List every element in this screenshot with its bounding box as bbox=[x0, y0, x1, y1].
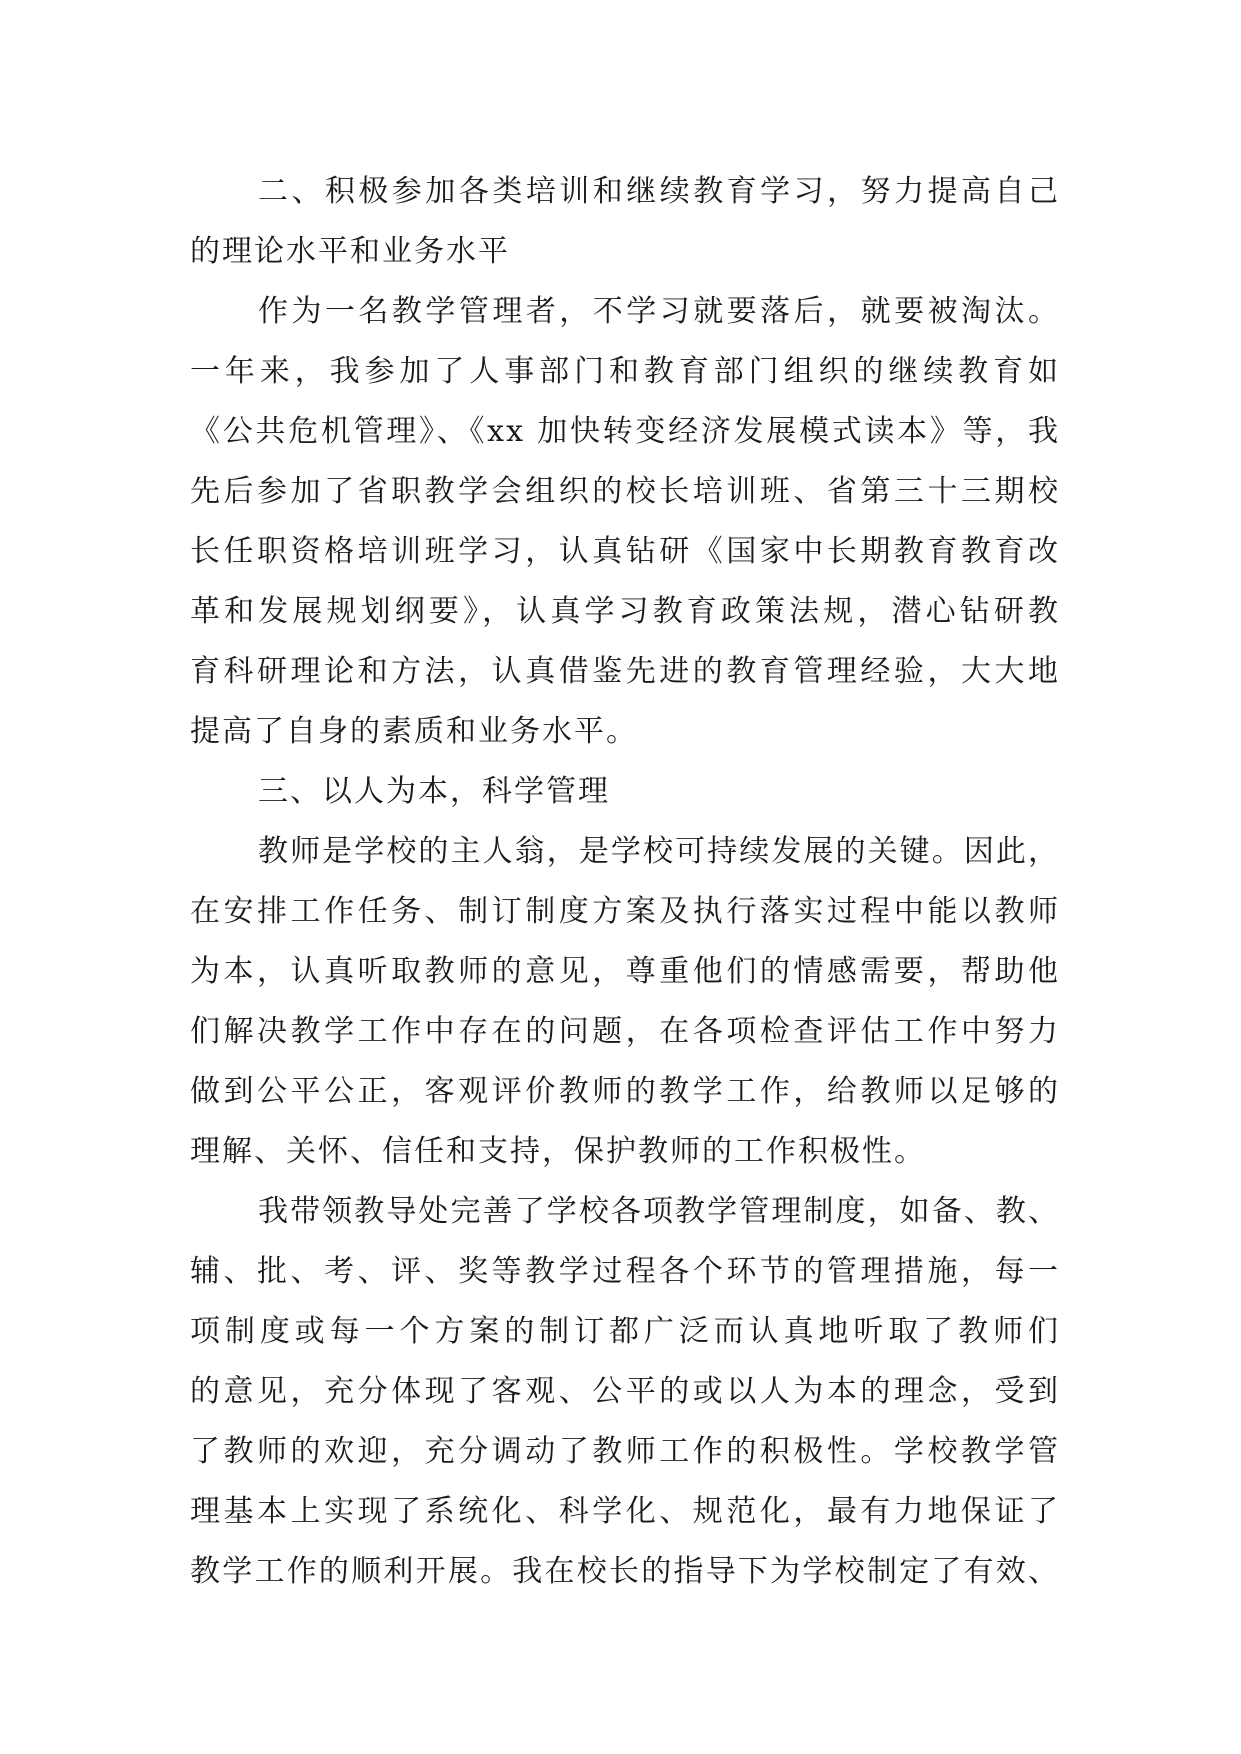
paragraph-line: 《公共危机管理》、《xx 加快转变经济发展模式读本》等，我 bbox=[190, 414, 1060, 449]
section-heading-2-line-2: 的理论水平和业务水平 bbox=[190, 234, 510, 269]
paragraph-line: 长任职资格培训班学习，认真钻研《国家中长期教育教育改 bbox=[190, 534, 1060, 569]
paragraph-line: 教师是学校的主人翁，是学校可持续发展的关键。因此， bbox=[258, 834, 1060, 869]
section-heading-3: 三、以人为本，科学管理 bbox=[258, 774, 610, 809]
paragraph-line: 理解、关怀、信任和支持，保护教师的工作积极性。 bbox=[190, 1134, 926, 1169]
paragraph-line: 为本，认真听取教师的意见，尊重他们的情感需要，帮助他 bbox=[190, 954, 1060, 989]
paragraph-line: 项制度或每一个方案的制订都广泛而认真地听取了教师们 bbox=[190, 1314, 1060, 1349]
paragraph-line: 理基本上实现了系统化、科学化、规范化，最有力地保证了 bbox=[190, 1494, 1060, 1529]
paragraph-line: 育科研理论和方法，认真借鉴先进的教育管理经验，大大地 bbox=[190, 654, 1060, 689]
paragraph-line: 我带领教导处完善了学校各项教学管理制度，如备、教、 bbox=[258, 1194, 1060, 1229]
paragraph-line: 教学工作的顺利开展。我在校长的指导下为学校制定了有效、 bbox=[190, 1554, 1060, 1589]
paragraph-line: 革和发展规划纲要》，认真学习教育政策法规，潜心钻研教 bbox=[190, 594, 1060, 629]
paragraph-line: 们解决教学工作中存在的问题，在各项检查评估工作中努力 bbox=[190, 1014, 1060, 1049]
paragraph-line: 在安排工作任务、制订制度方案及执行落实过程中能以教师 bbox=[190, 894, 1060, 929]
paragraph-line: 的意见，充分体现了客观、公平的或以人为本的理念，受到 bbox=[190, 1374, 1060, 1409]
paragraph-line: 先后参加了省职教学会组织的校长培训班、省第三十三期校 bbox=[190, 474, 1060, 509]
section-heading-2-line-1: 二、积极参加各类培训和继续教育学习，努力提高自己 bbox=[258, 174, 1060, 209]
paragraph-line: 做到公平公正，客观评价教师的教学工作，给教师以足够的 bbox=[190, 1074, 1060, 1109]
paragraph-line: 作为一名教学管理者，不学习就要落后，就要被淘汰。 bbox=[258, 294, 1060, 329]
paragraph-line: 一年来，我参加了人事部门和教育部门组织的继续教育如 bbox=[190, 354, 1060, 389]
paragraph-line: 了教师的欢迎，充分调动了教师工作的积极性。学校教学管 bbox=[190, 1434, 1060, 1469]
paragraph-line: 提高了自身的素质和业务水平。 bbox=[190, 714, 638, 749]
paragraph-line: 辅、批、考、评、奖等教学过程各个环节的管理措施，每一 bbox=[190, 1254, 1060, 1289]
